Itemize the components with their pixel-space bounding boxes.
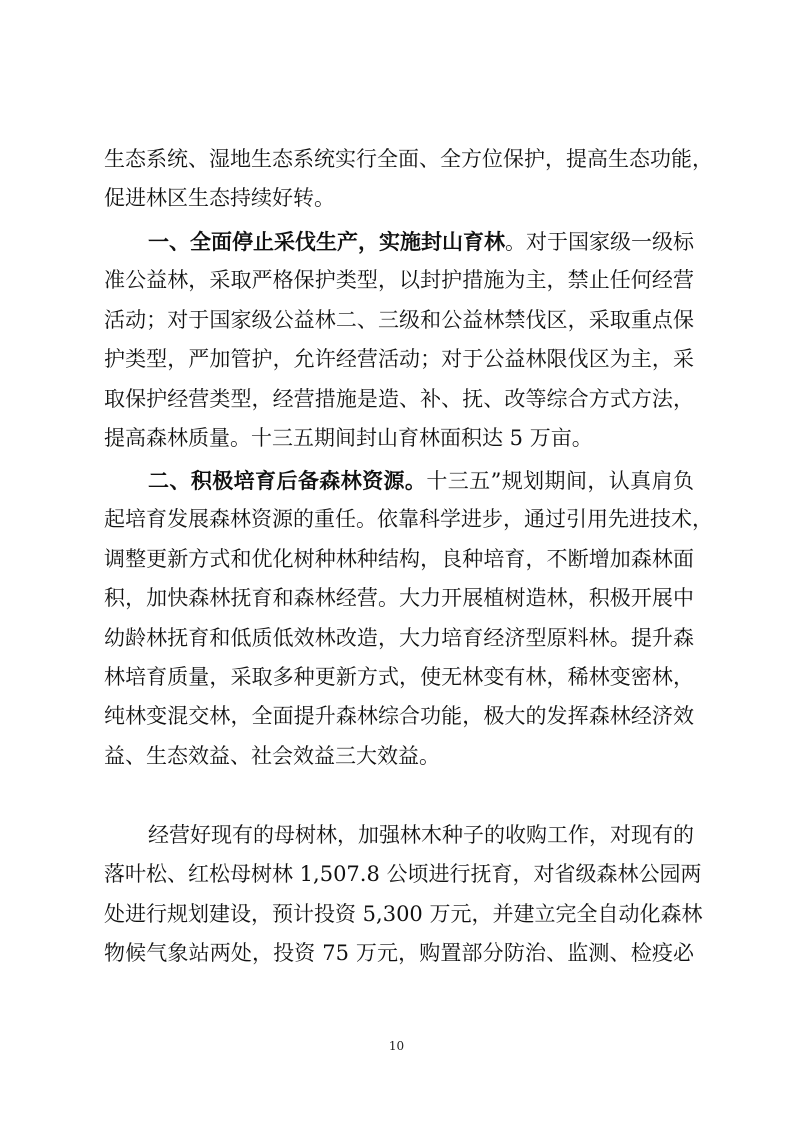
paragraph-first-line: 经营好现有的母树林，加强林木种子的收购工作，对现有的: [148, 823, 694, 847]
text-line: 林培育质量，采取多种更新方式，使无林变有林，稀林变密林，: [104, 664, 694, 689]
text-line: 生态系统、湿地生态系统实行全面、全方位保护，提高生态功能，: [104, 147, 713, 171]
paragraph-3: [104, 461, 713, 776]
text-line: 取保护经营类型，经营措施是造、补、抚、改等综合方式方法，: [104, 386, 694, 411]
text-line: 处进行规划建设，预计投资 5,300 万元，并建立完全自动化森林: [104, 901, 703, 926]
text-line: 纯林变混交林，全面提升森林综合功能，极大的发挥森林经济效: [104, 704, 694, 729]
text-line: 益、生态效益、社会效益三大效益。: [104, 743, 440, 768]
text-line: 调整更新方式和优化树种林种结构，良种培育，不断增加森林面: [104, 546, 694, 571]
text-line: 活动；对于国家级公益林二、三级和公益林禁伐区，采取重点保: [104, 307, 694, 332]
text-line: 起培育发展森林资源的重任。依靠科学进步，通过引用先进技术，: [104, 507, 713, 532]
paragraph-1: [104, 140, 713, 219]
text-line: 落叶松、红松母树林 1,507.8 公顷进行抚育，对省级森林公园两: [104, 862, 702, 887]
section-heading-2: 二、积极培育后备森林资源。: [148, 468, 427, 493]
page-number: 10: [388, 1039, 405, 1053]
text-segment: 。对于国家级一级标: [505, 230, 694, 254]
text-line: 准公益林，采取严格保护类型，以封护措施为主，禁止任何经营: [104, 268, 694, 293]
text-line: 幼龄林抚育和低质低效林改造，大力培育经济型原料林。提升森: [104, 625, 694, 650]
paragraph-2: [104, 222, 694, 458]
text-line: 积，加快森林抚育和森林经营。大力开展植树造林，积极开展中: [104, 586, 694, 611]
paragraph-first-line: [104, 461, 694, 500]
text-line: 物候气象站两处，投资 75 万元，购置部分防治、监测、检疫必: [104, 941, 694, 966]
paragraph-4: [104, 816, 703, 974]
text-segment: 十三五”规划期间，认真肩负: [426, 469, 694, 493]
text-line: 促进林区生态持续好转。: [104, 186, 335, 211]
section-heading-1: 一、全面停止采伐生产，实施封山育林: [148, 229, 505, 254]
text-line: 护类型，严加管护，允许经营活动；对于公益林限伐区为主，采: [104, 347, 694, 372]
text-line: 提高森林质量。十三五期间封山育林面积达 5 万亩。: [104, 425, 593, 450]
paragraph-first-line: [104, 222, 694, 261]
